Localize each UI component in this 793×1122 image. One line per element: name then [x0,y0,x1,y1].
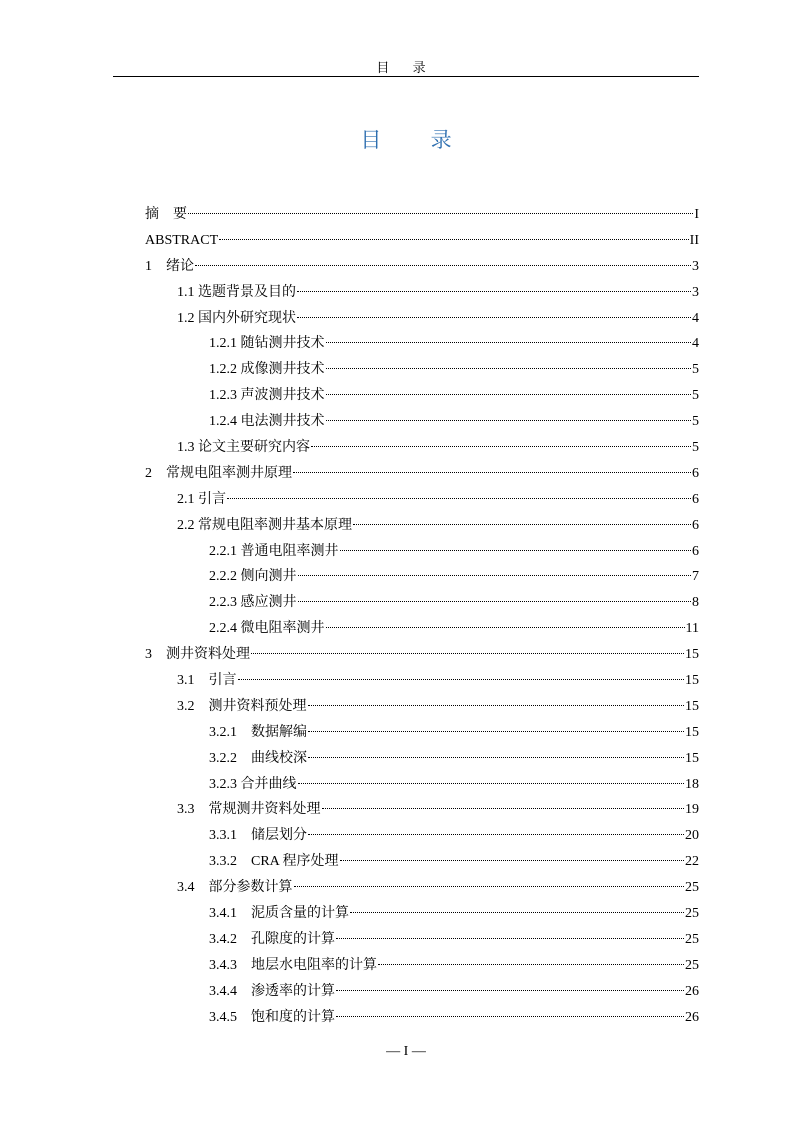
dot-leader [322,807,685,809]
toc-entry-page: 6 [692,465,699,481]
dot-leader [326,367,692,369]
toc-entry-label: 3.2.3 合并曲线 [209,776,297,792]
toc-entry-label: 3.3 常规测井资料处理 [177,802,321,818]
toc-entry-label: 3.2.1 数据解编 [209,724,307,740]
toc-entry-page: 25 [685,880,699,896]
toc-entry-label: 2.2 常规电阻率测井基本原理 [177,517,352,533]
toc-entry[interactable] [145,901,699,927]
toc-entry[interactable] [145,616,699,642]
toc-entry-page: 22 [685,854,699,870]
table-of-contents [145,202,699,1031]
dot-leader [350,911,684,913]
page-title: 目 录 [360,128,474,152]
dot-leader [227,497,691,499]
toc-entry[interactable] [145,513,699,539]
toc-entry-label: 摘 要 [145,207,187,222]
toc-entry[interactable] [145,927,699,953]
toc-entry[interactable] [145,331,699,357]
toc-entry-label: 3.4.5 饱和度的计算 [209,1009,335,1025]
dot-leader [378,963,684,965]
dot-leader [336,937,684,939]
toc-entry-label: 2.2.2 侧向测井 [209,569,297,585]
toc-entry[interactable] [145,1005,699,1031]
running-header: 目 录 [376,60,436,75]
toc-entry-page: 25 [685,906,699,922]
toc-entry-label: 1.1 选题背景及目的 [177,284,296,300]
dot-leader [326,626,685,628]
toc-entry-page: 11 [685,621,699,637]
dot-leader [326,393,692,395]
toc-entry-page: 6 [692,543,699,559]
toc-entry-page: 15 [685,750,699,766]
dot-leader [188,212,693,214]
toc-entry[interactable] [145,539,699,565]
toc-entry-label: 1.2.4 电法测井技术 [209,414,325,430]
dot-leader [308,704,685,706]
toc-entry-page: 18 [685,776,699,792]
toc-entry-page: II [689,232,699,248]
toc-entry-page: 26 [685,983,699,999]
toc-entry[interactable] [145,797,699,823]
toc-entry-label: 1.2.1 随钻测井技术 [209,336,325,352]
toc-entry-page: 4 [692,310,699,326]
toc-entry[interactable] [145,694,699,720]
dot-leader [311,445,691,447]
toc-entry-label: 2.2.1 普通电阻率测井 [209,543,339,559]
dot-leader [326,341,692,343]
toc-entry-page: 3 [692,284,699,300]
toc-entry-page: 15 [685,724,699,740]
toc-entry-label: 2.2.4 微电阻率测井 [209,621,325,637]
toc-entry-label: 1.3 论文主要研究内容 [177,440,310,456]
toc-entry[interactable] [145,953,699,979]
toc-entry[interactable] [145,435,699,461]
toc-entry[interactable] [145,487,699,513]
toc-entry-label: 3 测井资料处理 [145,647,250,663]
toc-entry-label: 3.1 引言 [177,673,237,689]
toc-entry[interactable] [145,306,699,332]
toc-entry-label: 2.1 引言 [177,491,226,507]
dot-leader [297,290,691,292]
toc-entry-page: 26 [685,1009,699,1025]
dot-leader [353,523,691,525]
dot-leader [308,756,684,758]
dot-leader [293,471,691,473]
toc-entry-page: 4 [692,336,699,352]
dot-leader [251,652,684,654]
toc-entry[interactable] [145,746,699,772]
toc-entry-label: 3.3.1 储层划分 [209,828,307,844]
page-number: — I — [386,1044,426,1059]
dot-leader [219,238,689,240]
dot-leader [336,1015,684,1017]
dot-leader [340,549,692,551]
toc-entry-label: 2.2.3 感应测井 [209,595,297,611]
toc-entry-page: 5 [692,440,699,456]
toc-entry-page: 15 [685,647,699,663]
toc-entry-label: 1.2.3 声波测井技术 [209,388,325,404]
toc-entry-page: 5 [692,388,699,404]
toc-entry[interactable] [145,875,699,901]
toc-entry[interactable] [145,590,699,616]
toc-entry[interactable] [145,642,699,668]
dot-leader [238,678,685,680]
dot-leader [326,419,692,421]
toc-entry[interactable] [145,280,699,306]
dot-leader [298,782,685,784]
dot-leader [298,574,692,576]
toc-entry-page: 20 [685,828,699,844]
toc-entry-label: 3.3.2 CRA 程序处理 [209,854,339,870]
toc-entry-page: 25 [685,957,699,973]
toc-entry-label: 3.4.2 孔隙度的计算 [209,931,335,947]
toc-entry-label: 1 绪论 [145,258,194,274]
toc-entry-page: 19 [685,802,699,818]
toc-entry-page: 5 [692,414,699,430]
toc-entry[interactable] [145,254,699,280]
header-rule [113,76,699,77]
toc-entry[interactable] [145,849,699,875]
toc-entry-page: 3 [692,258,699,274]
toc-entry-page: 7 [692,569,699,585]
toc-entry-page: 15 [685,673,699,689]
dot-leader [297,316,691,318]
toc-entry-label: 3.4.3 地层水电阻率的计算 [209,957,377,973]
toc-entry[interactable] [145,564,699,590]
toc-entry-label: 3.4 部分参数计算 [177,880,293,896]
dot-leader [336,989,684,991]
dot-leader [195,264,691,266]
toc-entry-label: 3.2 测井资料预处理 [177,698,307,714]
toc-entry[interactable] [145,357,699,383]
dot-leader [340,859,684,861]
toc-entry-label: ABSTRACT [145,232,219,248]
dot-leader [298,600,692,602]
toc-entry-page: 25 [685,931,699,947]
toc-entry[interactable] [145,823,699,849]
toc-entry-label: 3.4.4 渗透率的计算 [209,983,335,999]
toc-entry[interactable] [145,668,699,694]
toc-entry-label: 2 常规电阻率测井原理 [145,465,292,481]
toc-entry-label: 3.4.1 泥质含量的计算 [209,906,349,922]
toc-entry[interactable] [145,979,699,1005]
dot-leader [294,885,685,887]
toc-entry-page: 15 [685,698,699,714]
toc-entry[interactable] [145,772,699,798]
toc-entry[interactable] [145,461,699,487]
toc-entry-label: 1.2 国内外研究现状 [177,310,296,326]
toc-entry[interactable] [145,228,699,254]
toc-entry-page: 6 [692,517,699,533]
toc-entry[interactable] [145,202,699,228]
toc-entry[interactable] [145,383,699,409]
toc-entry-page: 5 [692,362,699,378]
toc-entry-label: 1.2.2 成像测井技术 [209,362,325,378]
toc-entry-label: 3.2.2 曲线校深 [209,750,307,766]
dot-leader [308,833,684,835]
toc-entry[interactable] [145,720,699,746]
dot-leader [308,730,684,732]
toc-entry-page: I [694,207,699,222]
toc-entry-page: 6 [692,491,699,507]
toc-entry[interactable] [145,409,699,435]
toc-entry-page: 8 [692,595,699,611]
